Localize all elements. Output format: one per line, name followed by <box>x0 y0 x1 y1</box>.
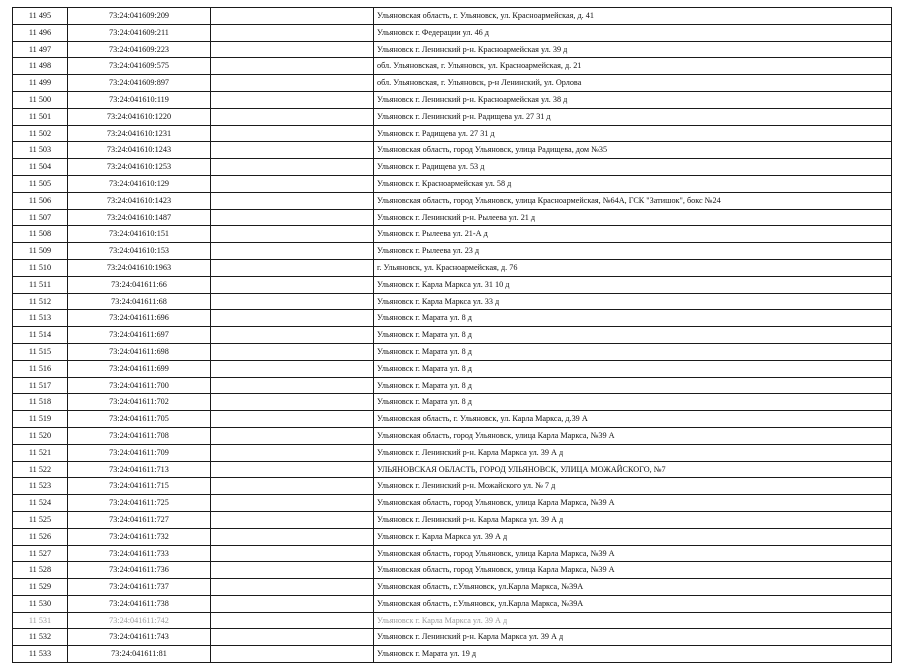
empty-cell <box>211 646 374 663</box>
cadastral-number-cell: 73:24:041610:129 <box>68 175 211 192</box>
row-number-cell: 11 527 <box>13 545 68 562</box>
address-cell: Ульяновская область, г. Ульяновск, ул. Карла Маркса, д.39 А <box>374 411 892 428</box>
row-number-cell: 11 532 <box>13 629 68 646</box>
empty-cell <box>211 629 374 646</box>
row-number-cell: 11 529 <box>13 579 68 596</box>
row-number-cell: 11 518 <box>13 394 68 411</box>
empty-cell <box>211 91 374 108</box>
table-row <box>13 411 892 428</box>
address-cell: Ульяновская область, город Ульяновск, улица Радищева, дом №35 <box>374 142 892 159</box>
cadastral-number-cell: 73:24:041611:68 <box>68 293 211 310</box>
empty-cell <box>211 125 374 142</box>
empty-cell <box>211 276 374 293</box>
empty-cell <box>211 562 374 579</box>
table-row <box>13 310 892 327</box>
cadastral-number-cell: 73:24:041610:1253 <box>68 159 211 176</box>
address-cell: Ульяновск г. Ленинский р-н. Красноармейская ул. 38 д <box>374 91 892 108</box>
cadastral-number-cell: 73:24:041611:698 <box>68 343 211 360</box>
row-number-cell: 11 533 <box>13 646 68 663</box>
cadastral-number-cell: 73:24:041610:151 <box>68 226 211 243</box>
table-row <box>13 293 892 310</box>
cadastral-number-cell: 73:24:041611:696 <box>68 310 211 327</box>
address-cell: Ульяновская область, г.Ульяновск, ул.Карла Маркса, №39А <box>374 595 892 612</box>
table-row <box>13 528 892 545</box>
cadastral-number-cell: 73:24:041610:1231 <box>68 125 211 142</box>
row-number-cell: 11 496 <box>13 24 68 41</box>
cadastral-number-cell: 73:24:041611:737 <box>68 579 211 596</box>
cadastral-number-cell: 73:24:041611:705 <box>68 411 211 428</box>
cadastral-number-cell: 73:24:041610:119 <box>68 91 211 108</box>
address-cell: Ульяновск г. Рылеева ул. 23 д <box>374 243 892 260</box>
empty-cell <box>211 595 374 612</box>
address-cell: Ульяновская область, город Ульяновск, улица Красноармейская, №64А, ГСК "Затишок", бокс №24 <box>374 192 892 209</box>
address-cell: Ульяновск г. Ленинский р-н. Карла Маркса ул. 39 А д <box>374 511 892 528</box>
cadastral-number-cell: 73:24:041611:733 <box>68 545 211 562</box>
address-cell: Ульяновск г. Марата ул. 8 д <box>374 394 892 411</box>
empty-cell <box>211 293 374 310</box>
row-number-cell: 11 502 <box>13 125 68 142</box>
address-cell: Ульяновск г. Рылеева ул. 21-А д <box>374 226 892 243</box>
cadastral-number-cell: 73:24:041611:713 <box>68 461 211 478</box>
empty-cell <box>211 24 374 41</box>
table-row <box>13 142 892 159</box>
address-cell: Ульяновская область, город Ульяновск, улица Карла Маркса, №39 А <box>374 562 892 579</box>
empty-cell <box>211 511 374 528</box>
address-cell: Ульяновская область, город Ульяновск, улица Карла Маркса, №39 А <box>374 495 892 512</box>
address-cell: Ульяновск г. Карла Маркса ул. 39 А д <box>374 528 892 545</box>
table-row <box>13 259 892 276</box>
table-row <box>13 276 892 293</box>
row-number-cell: 11 525 <box>13 511 68 528</box>
table-body <box>13 8 892 663</box>
row-number-cell: 11 531 <box>13 612 68 629</box>
address-cell: Ульяновск г. Марата ул. 8 д <box>374 377 892 394</box>
address-cell: Ульяновск г. Марата ул. 8 д <box>374 343 892 360</box>
table-row <box>13 58 892 75</box>
address-cell: Ульяновск г. Радищева ул. 53 д <box>374 159 892 176</box>
registry-sheet <box>12 7 892 663</box>
table-row <box>13 8 892 25</box>
address-cell: Ульяновская область, г.Ульяновск, ул.Карла Маркса, №39А <box>374 579 892 596</box>
table-row <box>13 545 892 562</box>
address-cell: Ульяновск г. Карла Маркса ул. 33 д <box>374 293 892 310</box>
row-number-cell: 11 526 <box>13 528 68 545</box>
empty-cell <box>211 175 374 192</box>
empty-cell <box>211 327 374 344</box>
cadastral-number-cell: 73:24:041610:1423 <box>68 192 211 209</box>
table-row <box>13 495 892 512</box>
row-number-cell: 11 524 <box>13 495 68 512</box>
row-number-cell: 11 509 <box>13 243 68 260</box>
empty-cell <box>211 612 374 629</box>
table-row <box>13 377 892 394</box>
table-row <box>13 427 892 444</box>
row-number-cell: 11 517 <box>13 377 68 394</box>
address-cell: УЛЬЯНОВСКАЯ ОБЛАСТЬ, ГОРОД УЛЬЯНОВСК, УЛИЦА МОЖАЙСКОГО, №7 <box>374 461 892 478</box>
row-number-cell: 11 500 <box>13 91 68 108</box>
row-number-cell: 11 514 <box>13 327 68 344</box>
row-number-cell: 11 523 <box>13 478 68 495</box>
address-cell: Ульяновск г. Марата ул. 8 д <box>374 360 892 377</box>
empty-cell <box>211 360 374 377</box>
empty-cell <box>211 192 374 209</box>
row-number-cell: 11 520 <box>13 427 68 444</box>
address-cell: Ульяновская область, г. Ульяновск, ул. Красноармейская, д. 41 <box>374 8 892 25</box>
cadastral-number-cell: 73:24:041610:1243 <box>68 142 211 159</box>
empty-cell <box>211 41 374 58</box>
table-row <box>13 360 892 377</box>
address-cell: Ульяновск г. Карла Маркса ул. 39 А д <box>374 612 892 629</box>
empty-cell <box>211 343 374 360</box>
empty-cell <box>211 427 374 444</box>
empty-cell <box>211 243 374 260</box>
address-cell: Ульяновск г. Ленинский р-н. Можайского ул. № 7 д <box>374 478 892 495</box>
table-row <box>13 562 892 579</box>
row-number-cell: 11 499 <box>13 75 68 92</box>
table-row <box>13 444 892 461</box>
cadastral-number-cell: 73:24:041611:743 <box>68 629 211 646</box>
empty-cell <box>211 545 374 562</box>
empty-cell <box>211 377 374 394</box>
address-cell: г. Ульяновск, ул. Красноармейская, д. 76 <box>374 259 892 276</box>
empty-cell <box>211 259 374 276</box>
table-row <box>13 226 892 243</box>
cadastral-number-cell: 73:24:041611:708 <box>68 427 211 444</box>
row-number-cell: 11 515 <box>13 343 68 360</box>
empty-cell <box>211 411 374 428</box>
cadastral-number-cell: 73:24:041609:223 <box>68 41 211 58</box>
empty-cell <box>211 478 374 495</box>
row-number-cell: 11 505 <box>13 175 68 192</box>
table-row <box>13 41 892 58</box>
row-number-cell: 11 512 <box>13 293 68 310</box>
address-cell: Ульяновск г. Ленинский р-н. Рылеева ул. 21 д <box>374 209 892 226</box>
empty-cell <box>211 108 374 125</box>
empty-cell <box>211 444 374 461</box>
table-row <box>13 461 892 478</box>
row-number-cell: 11 516 <box>13 360 68 377</box>
cadastral-number-cell: 73:24:041611:697 <box>68 327 211 344</box>
cadastral-number-cell: 73:24:041611:81 <box>68 646 211 663</box>
cadastral-number-cell: 73:24:041609:209 <box>68 8 211 25</box>
cadastral-number-cell: 73:24:041610:1220 <box>68 108 211 125</box>
row-number-cell: 11 522 <box>13 461 68 478</box>
empty-cell <box>211 226 374 243</box>
table-row <box>13 125 892 142</box>
table-row <box>13 579 892 596</box>
table-row <box>13 595 892 612</box>
table-row <box>13 343 892 360</box>
row-number-cell: 11 503 <box>13 142 68 159</box>
table-row <box>13 394 892 411</box>
address-cell: обл. Ульяновская, г. Ульяновск, р-н Ленинский, ул. Орлова <box>374 75 892 92</box>
address-cell: Ульяновск г. Карла Маркса ул. 31 10 д <box>374 276 892 293</box>
address-cell: Ульяновская область, город Ульяновск, улица Карла Маркса, №39 А <box>374 545 892 562</box>
row-number-cell: 11 501 <box>13 108 68 125</box>
address-cell: Ульяновск г. Ленинский р-н. Радищева ул. 27 31 д <box>374 108 892 125</box>
row-number-cell: 11 513 <box>13 310 68 327</box>
cadastral-number-cell: 73:24:041611:709 <box>68 444 211 461</box>
address-cell: Ульяновск г. Ленинский р-н. Карла Маркса ул. 39 А д <box>374 444 892 461</box>
empty-cell <box>211 209 374 226</box>
row-number-cell: 11 497 <box>13 41 68 58</box>
address-cell: Ульяновск г. Марата ул. 8 д <box>374 327 892 344</box>
cadastral-number-cell: 73:24:041611:738 <box>68 595 211 612</box>
address-cell: Ульяновская область, город Ульяновск, улица Карла Маркса, №39 А <box>374 427 892 444</box>
table-row <box>13 511 892 528</box>
address-cell: Ульяновск г. Радищева ул. 27 31 д <box>374 125 892 142</box>
address-cell: обл. Ульяновская, г. Ульяновск, ул. Красноармейская, д. 21 <box>374 58 892 75</box>
address-cell: Ульяновск г. Ленинский р-н. Красноармейская ул. 39 д <box>374 41 892 58</box>
cadastral-number-cell: 73:24:041610:1487 <box>68 209 211 226</box>
row-number-cell: 11 495 <box>13 8 68 25</box>
cadastral-number-cell: 73:24:041611:66 <box>68 276 211 293</box>
empty-cell <box>211 394 374 411</box>
cadastral-number-cell: 73:24:041611:702 <box>68 394 211 411</box>
empty-cell <box>211 75 374 92</box>
address-cell: Ульяновск г. Марата ул. 19 д <box>374 646 892 663</box>
cadastral-number-cell: 73:24:041611:732 <box>68 528 211 545</box>
cadastral-number-cell: 73:24:041611:742 <box>68 612 211 629</box>
row-number-cell: 11 510 <box>13 259 68 276</box>
table-row <box>13 243 892 260</box>
table-row <box>13 175 892 192</box>
empty-cell <box>211 579 374 596</box>
cadastral-number-cell: 73:24:041611:699 <box>68 360 211 377</box>
cadastral-number-cell: 73:24:041609:575 <box>68 58 211 75</box>
table-row <box>13 646 892 663</box>
row-number-cell: 11 506 <box>13 192 68 209</box>
table-row <box>13 91 892 108</box>
table-row <box>13 24 892 41</box>
empty-cell <box>211 8 374 25</box>
registry-table <box>12 7 892 663</box>
table-row <box>13 159 892 176</box>
cadastral-number-cell: 73:24:041611:727 <box>68 511 211 528</box>
table-row <box>13 327 892 344</box>
table-row <box>13 75 892 92</box>
empty-cell <box>211 310 374 327</box>
row-number-cell: 11 498 <box>13 58 68 75</box>
empty-cell <box>211 142 374 159</box>
cadastral-number-cell: 73:24:041609:211 <box>68 24 211 41</box>
row-number-cell: 11 507 <box>13 209 68 226</box>
row-number-cell: 11 508 <box>13 226 68 243</box>
empty-cell <box>211 495 374 512</box>
cadastral-number-cell: 73:24:041609:897 <box>68 75 211 92</box>
cadastral-number-cell: 73:24:041610:153 <box>68 243 211 260</box>
row-number-cell: 11 519 <box>13 411 68 428</box>
empty-cell <box>211 58 374 75</box>
table-row <box>13 612 892 629</box>
cadastral-number-cell: 73:24:041610:1963 <box>68 259 211 276</box>
empty-cell <box>211 461 374 478</box>
row-number-cell: 11 521 <box>13 444 68 461</box>
cadastral-number-cell: 73:24:041611:725 <box>68 495 211 512</box>
cadastral-number-cell: 73:24:041611:700 <box>68 377 211 394</box>
cadastral-number-cell: 73:24:041611:715 <box>68 478 211 495</box>
address-cell: Ульяновск г. Красноармейская ул. 58 д <box>374 175 892 192</box>
row-number-cell: 11 528 <box>13 562 68 579</box>
address-cell: Ульяновск г. Федерации ул. 46 д <box>374 24 892 41</box>
address-cell: Ульяновск г. Марата ул. 8 д <box>374 310 892 327</box>
table-row <box>13 108 892 125</box>
table-row <box>13 192 892 209</box>
row-number-cell: 11 511 <box>13 276 68 293</box>
empty-cell <box>211 159 374 176</box>
row-number-cell: 11 504 <box>13 159 68 176</box>
row-number-cell: 11 530 <box>13 595 68 612</box>
address-cell: Ульяновск г. Ленинский р-н. Карла Маркса ул. 39 А д <box>374 629 892 646</box>
empty-cell <box>211 528 374 545</box>
table-row <box>13 209 892 226</box>
cadastral-number-cell: 73:24:041611:736 <box>68 562 211 579</box>
table-row <box>13 629 892 646</box>
table-row <box>13 478 892 495</box>
